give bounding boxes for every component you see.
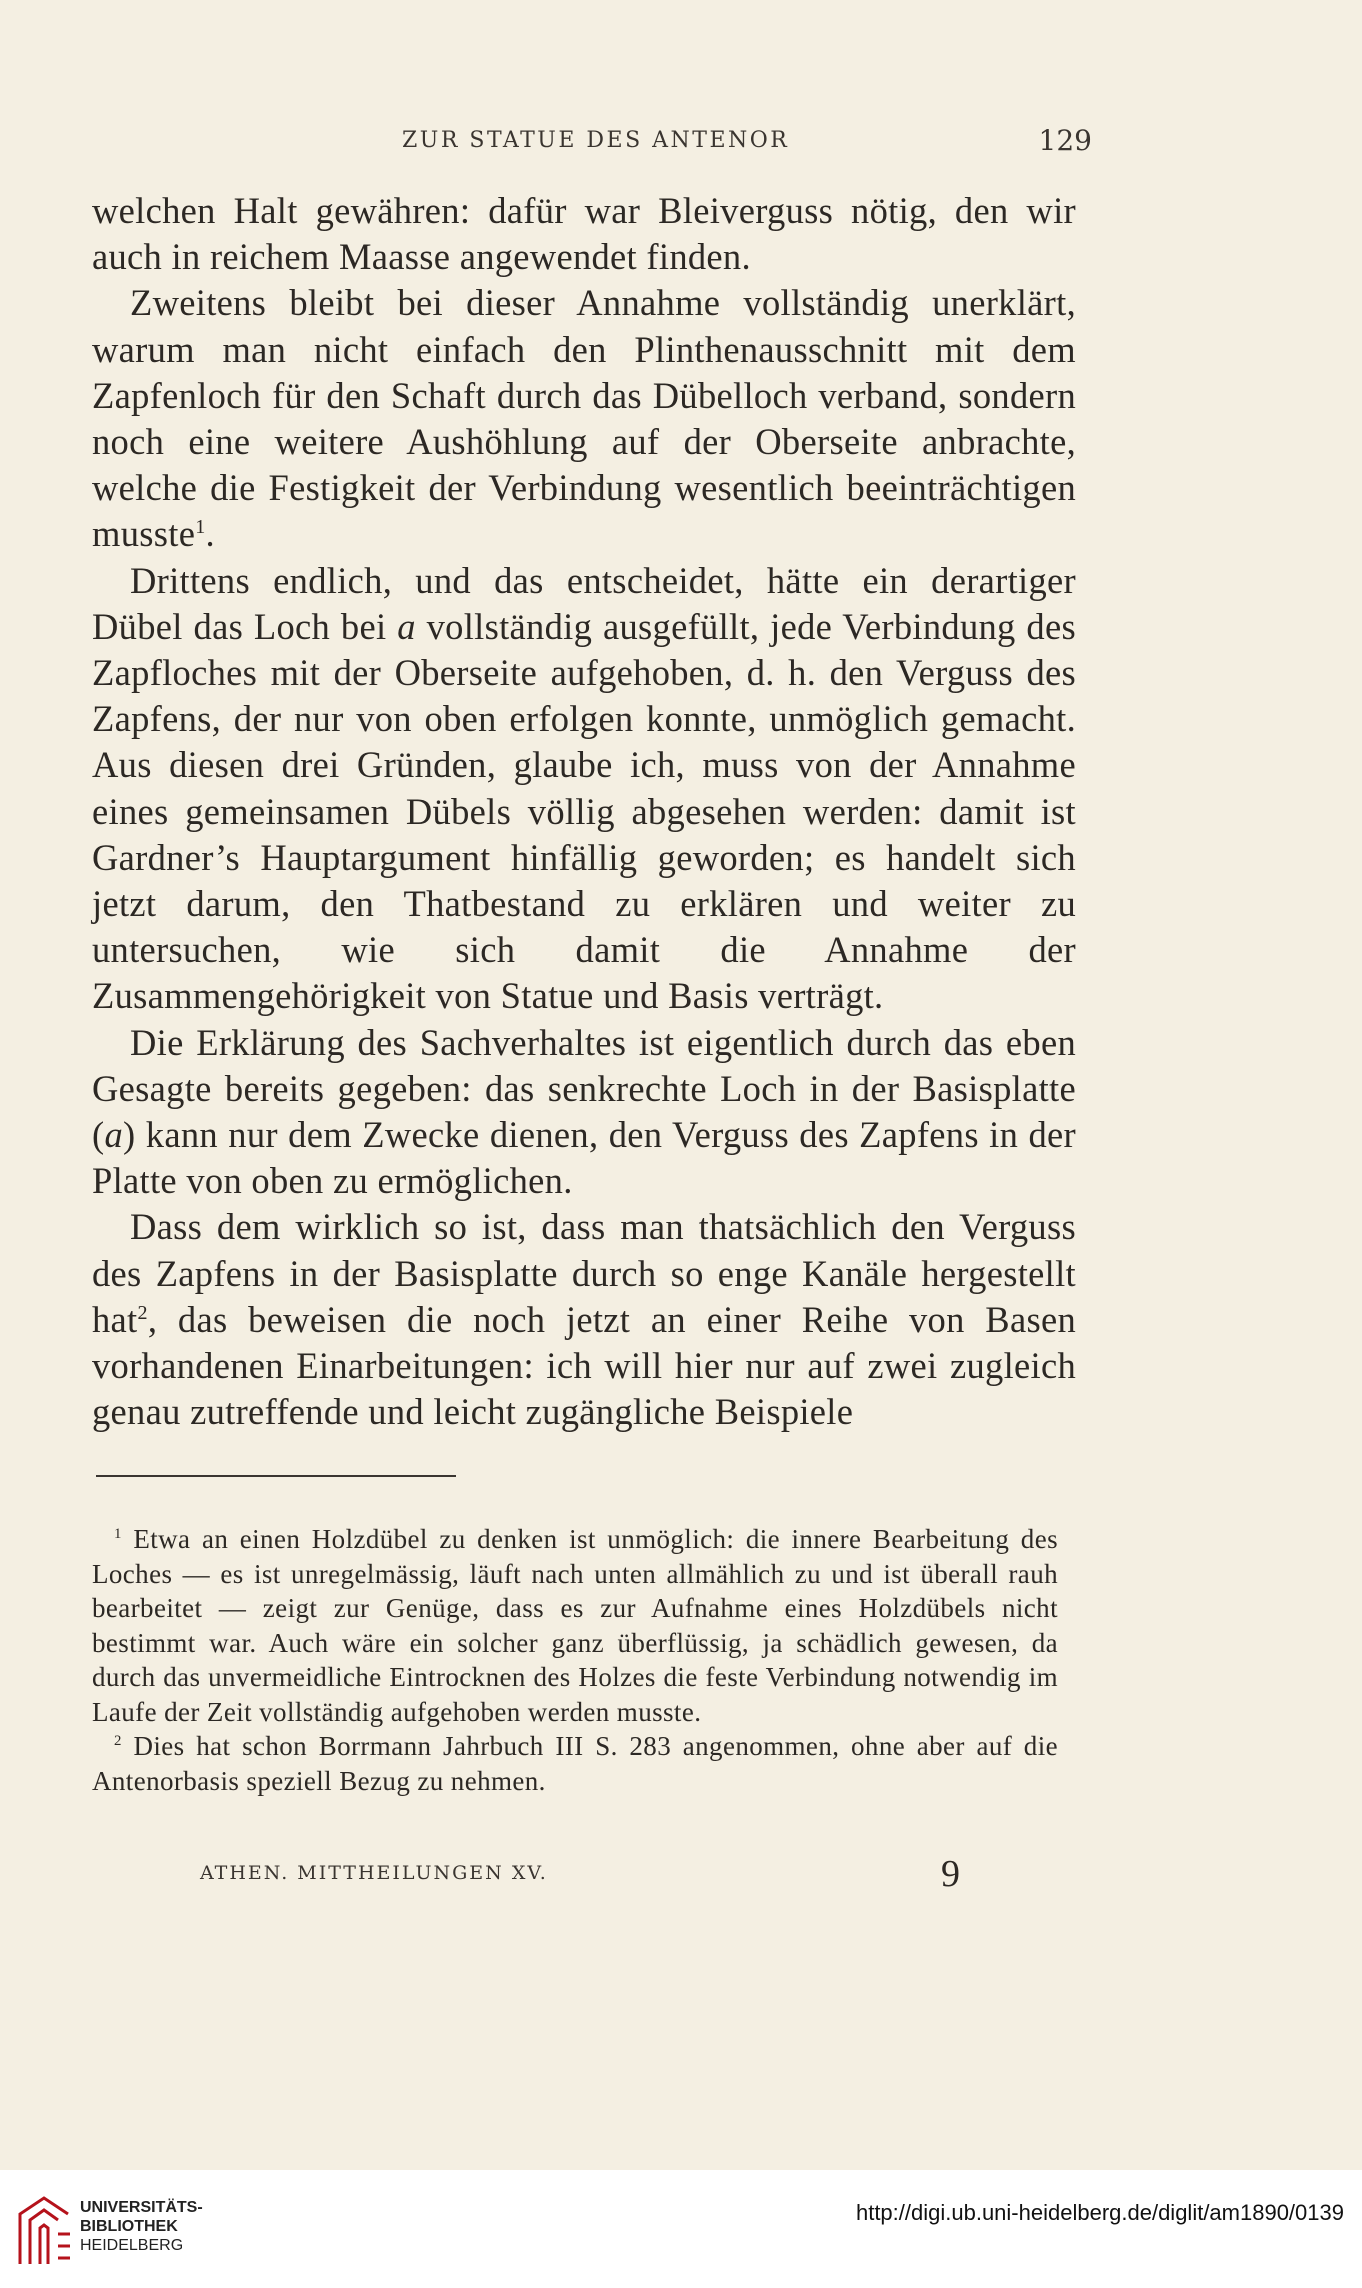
- library-name: [80, 2198, 203, 2255]
- paragraph-5-text-b: , das beweisen die noch jetzt an einer Reihe von Basen vorhandenen Einarbeitungen: ich will hier nur auf zwei zugleich genau zutreffende und leicht zugängliche Beispiele: [92, 1298, 1076, 1433]
- paragraph-2: [92, 280, 1076, 557]
- paragraph-3: [92, 558, 1076, 1020]
- paragraph-4-text-b: ) kann nur dem Zwecke dienen, den Verguss des Zapfens in der Platte von oben zu ermöglichen.: [92, 1114, 1076, 1202]
- paragraph-2-text: Zweitens bleibt bei dieser Annahme vollständig unerklärt, warum man nicht einfach den Plinthenausschnitt mit dem Zapfenloch für den Schaft durch das Dübelloch verband, sondern noch eine weitere Aushöhlung auf der Oberseite anbrachte, welche die Festigkeit der Verbindung wesentlich beeinträchtigen musste: [92, 282, 1076, 555]
- signature-line: [200, 1853, 960, 1902]
- paragraph-3-text-a: Drittens endlich, und das entscheidet, hätte ein derartiger Dübel das Loch bei: [92, 559, 1076, 647]
- paragraph-3-text-b: vollständig ausgefüllt, jede Verbindung des Zapfloches mit der Oberseite aufgehoben, d. h. den Verguss des Zapfens, der nur von oben erfolgen konnte, unmöglich gemacht. Aus diesen drei Gründen, glaube ich, muss von der Annahme eines gemeinsamen Dübels völlig abgesehen werden: damit ist Gardner’s Hauptargument hinfällig geworden; es handelt sich jetzt darum, den Thatbestand zu erklären und weiter zu untersuchen, wie sich damit die Annahme der Zusammengehörigkeit von Statue und Basis verträgt.: [92, 605, 1076, 1017]
- footnote-1-mark: 1: [114, 1526, 122, 1542]
- library-name-line-3: HEIDELBERG: [80, 2237, 184, 2254]
- signature-number: 9: [941, 1853, 960, 1895]
- paragraph-5-text-a: Dass dem wirklich so ist, dass man thatsächlich den Verguss des Zapfens in der Basisplatte durch so enge Kanäle hergestellt hat: [92, 1206, 1076, 1340]
- paragraph-4: [92, 1020, 1076, 1205]
- signature-mark: ATHEN. MITTHEILUNGEN XV.: [200, 1862, 548, 1884]
- paragraph-5: [92, 1204, 1076, 1435]
- paragraph-4-text-a: Die Erklärung des Sachverhaltes ist eigentlich durch das eben Gesagte bereits gegeben: das senkrechte Loch in der Basisplatte (: [92, 1021, 1076, 1156]
- paragraph-2-end: .: [205, 513, 215, 555]
- library-name-line-1: UNIVERSITÄTS-: [80, 2199, 203, 2216]
- footnotes: [92, 1522, 1058, 1798]
- footnote-2-text: Dies hat schon Borrmann Jahrbuch III S. 283 angenommen, ohne aber auf die Antenorbasis speziell Bezug zu nehmen.: [92, 1731, 1058, 1796]
- body-text: [92, 188, 1076, 1435]
- footnote-ref-2[interactable]: 2: [137, 1301, 148, 1324]
- footnote-1-text: Etwa an einen Holzdübel zu denken ist unmöglich: die innere Bearbeitung des Loches — es ist unregelmässig, läuft nach unten allmählich zu und ist überall rauh bearbeitet — zeigt zur Genüge, dass es zur Aufnahme eines Holzdübels nicht bestimmt war. Auch wäre ein solcher ganz überflüssig, ja schädlich gewesen, da durch das unvermeidliche Eintrocknen des Holzes die feste Verbindung notwendig im Laufe der Zeit vollständig aufgehoben werden musste.: [92, 1524, 1058, 1727]
- running-title: ZUR STATUE DES ANTENOR: [402, 128, 790, 153]
- footnote-2: [92, 1729, 1058, 1798]
- page-number: 129: [1038, 124, 1092, 157]
- footnote-2-mark: 2: [114, 1733, 122, 1749]
- footnote-1: [92, 1522, 1058, 1729]
- library-name-line-2: BIBLIOTHEK: [80, 2218, 178, 2235]
- paragraph-1: welchen Halt gewähren: dafür war Bleiverguss nötig, den wir auch in reichem Maasse angewendet finden.: [92, 190, 1076, 278]
- footnote-ref-1[interactable]: 1: [195, 516, 206, 539]
- viewer-footer: [0, 2170, 1362, 2288]
- library-logo-icon[interactable]: [14, 2194, 74, 2266]
- footnote-rule: [96, 1475, 456, 1477]
- running-head: [92, 124, 1092, 168]
- paragraph-3-italic: a: [397, 605, 416, 647]
- permalink-url[interactable]: http://digi.ub.uni-heidelberg.de/diglit/am1890/0139: [855, 2200, 1344, 2225]
- paragraph-4-italic: a: [104, 1114, 124, 1156]
